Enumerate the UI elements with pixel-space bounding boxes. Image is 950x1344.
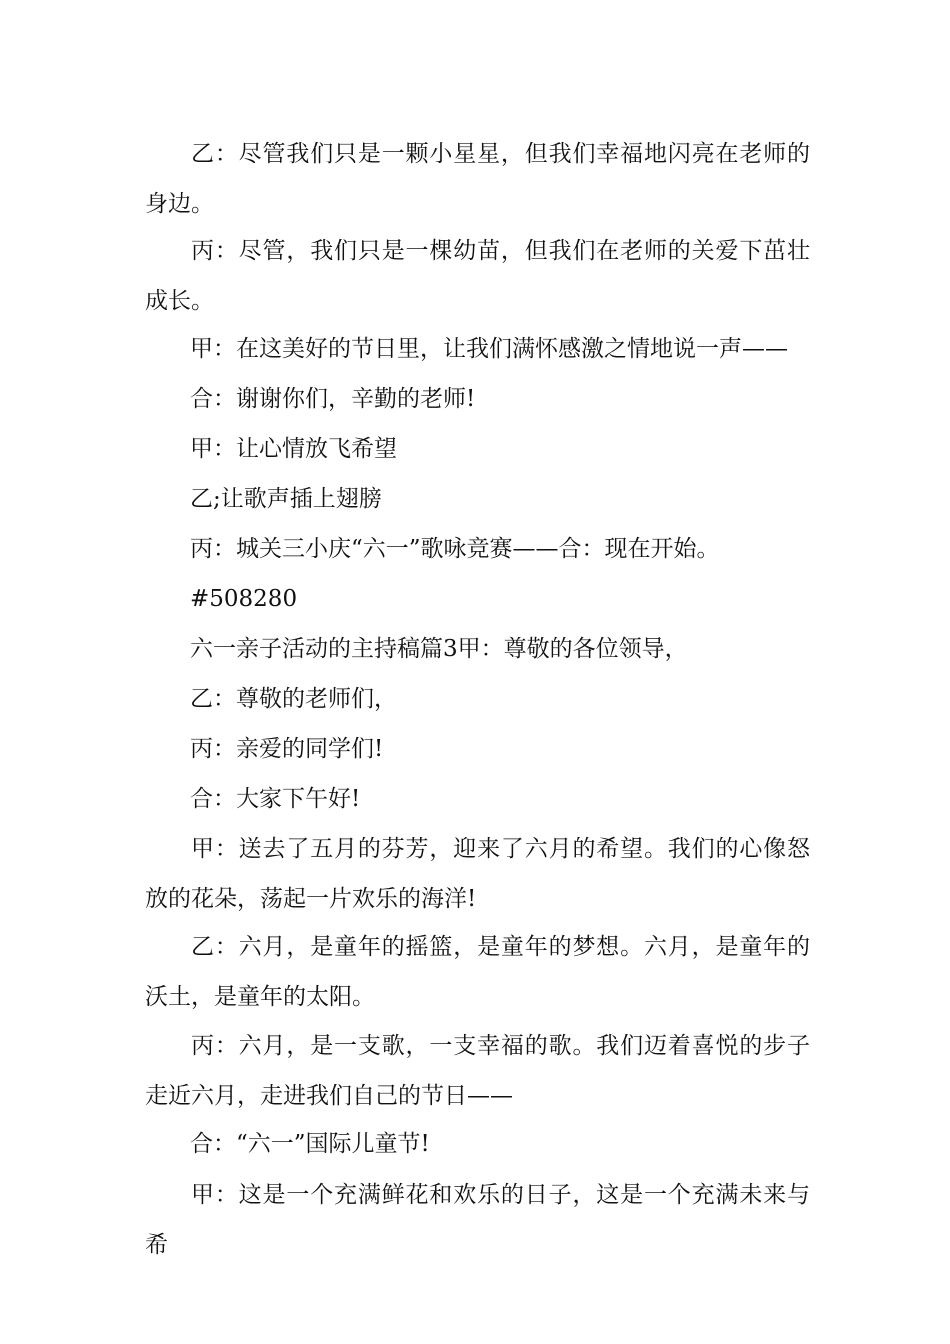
paragraph: 丙：尽管，我们只是一棵幼苗，但我们在老师的关爱下茁壮成长。	[145, 238, 810, 314]
paragraph: 乙：尽管我们只是一颗小星星，但我们幸福地闪亮在老师的身边。	[145, 141, 810, 217]
paragraph: 乙：尊敬的老师们，	[190, 686, 397, 712]
paragraph: 丙：城关三小庆“六一”歌咏竞赛——合：现在开始。	[190, 536, 720, 562]
paragraph: 甲：让心情放飞希望	[190, 436, 397, 462]
paragraph: 合：大家下午好!	[190, 786, 361, 812]
paragraph: 乙：六月，是童年的摇篮，是童年的梦想。六月，是童年的沃土，是童年的太阳。	[145, 934, 810, 1010]
section-heading: 六一亲子活动的主持稿篇3甲：尊敬的各位领导，	[190, 636, 688, 662]
paragraph: 合：谢谢你们，辛勤的老师!	[190, 386, 476, 412]
document-id: #508280	[190, 586, 298, 612]
paragraph: 甲：这是一个充满鲜花和欢乐的日子，这是一个充满未来与希	[145, 1182, 810, 1258]
paragraph: 甲：在这美好的节日里，让我们满怀感激之情地说一声——	[190, 336, 788, 362]
paragraph: 合：“六一”国际儿童节!	[190, 1131, 430, 1157]
paragraph: 乙;让歌声插上翅膀	[190, 486, 382, 512]
paragraph: 丙：亲爱的同学们!	[190, 736, 384, 762]
paragraph: 丙：六月，是一支歌，一支幸福的歌。我们迈着喜悦的步子走近六月，走进我们自己的节日——	[145, 1033, 810, 1109]
paragraph: 甲：送去了五月的芬芳，迎来了六月的希望。我们的心像怒放的花朵，荡起一片欢乐的海洋!	[145, 836, 810, 912]
